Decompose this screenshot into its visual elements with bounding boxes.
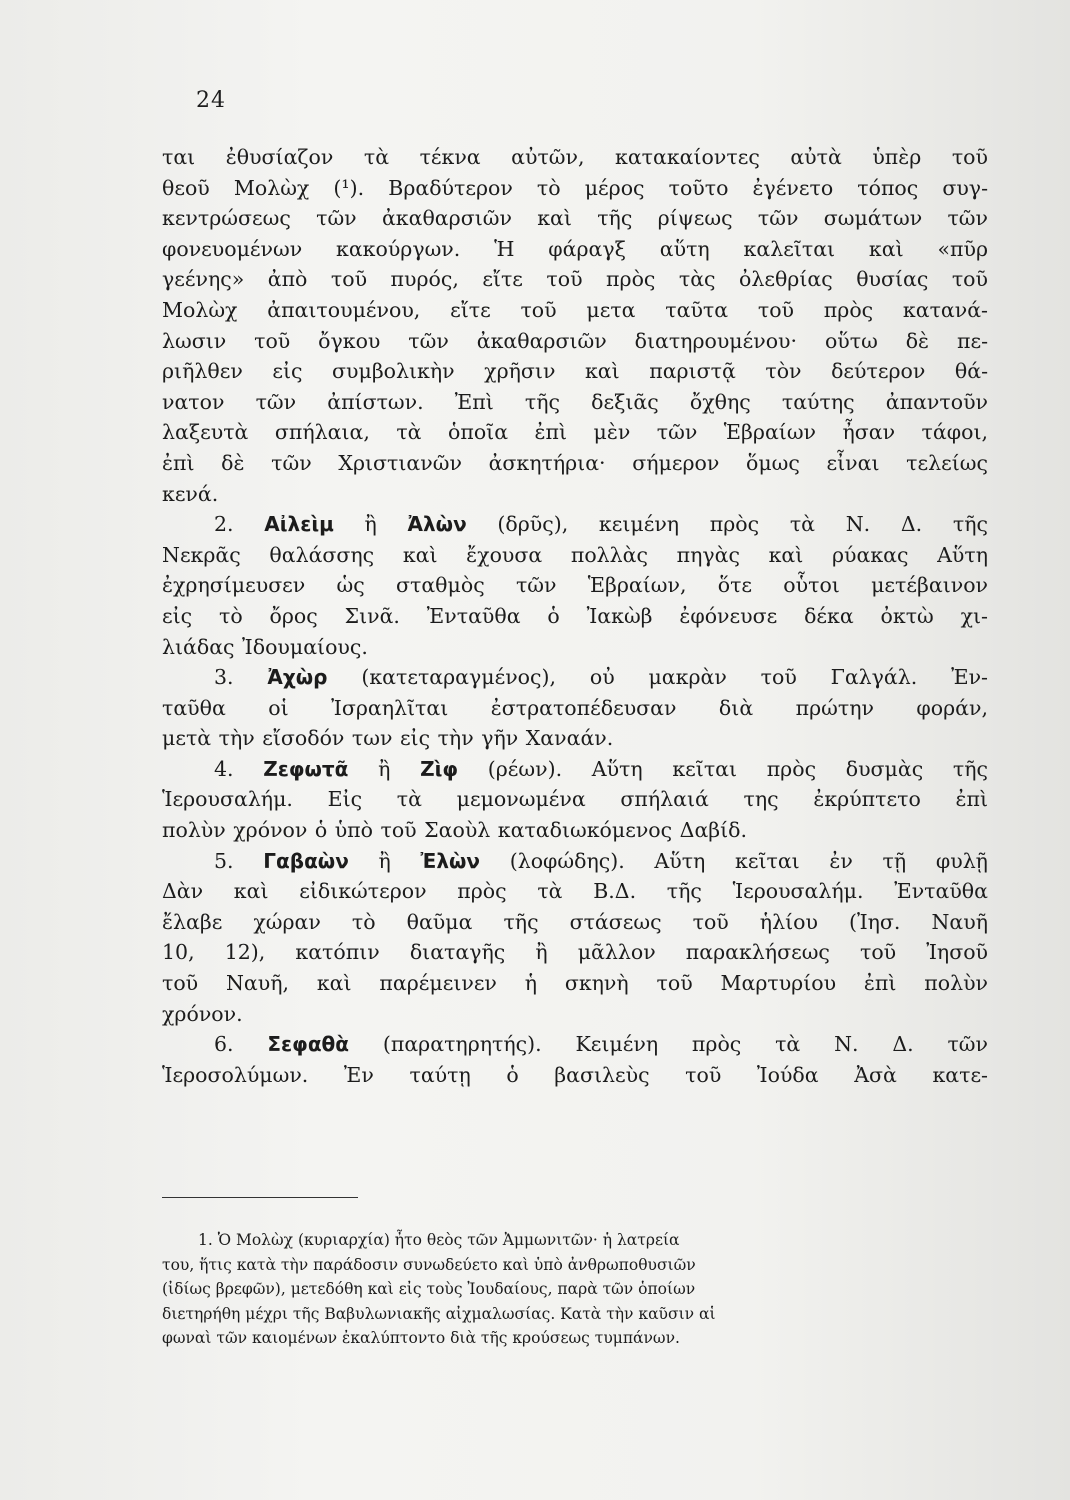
- entry-number: 2.: [214, 512, 234, 537]
- text-line: ἐπὶ δὲ τῶν Χριστιανῶν ἀσκητήρια· σήμερον ὅμως εἶναι τελείως: [162, 450, 988, 475]
- text-line: τοῦ Ναυῆ, καὶ παρέμεινεν ἡ σκηνὴ τοῦ Μαρτυρίου ἐπὶ πολὺν: [162, 971, 988, 996]
- footnote-line: φωναὶ τῶν καιομένων ἐκαλύπτοντο διὰ τῆς κρούσεως τυμπάνων.: [162, 1329, 680, 1347]
- conjunction: ἢ: [378, 756, 391, 781]
- footnote-line: διετηρήθη μέχρι τῆς Βαβυλωνιακῆς αἰχμαλωσίας. Κατὰ τὴν καῦσιν αἱ: [162, 1304, 716, 1323]
- footnote-line: του, ἥτις κατὰ τὴν παράδοσιν συνωδεύετο καὶ ὑπὸ ἀνθρωποθυσιῶν: [162, 1255, 696, 1274]
- entry-heading-line: [162, 754, 988, 785]
- text-line: γεένης» ἀπὸ τοῦ πυρός, εἴτε τοῦ πρὸς τὰς ὀλεθρίας θυσίας τοῦ: [162, 267, 988, 292]
- text-line: χρόνον.: [162, 1001, 243, 1026]
- entry-heading-line: [162, 846, 988, 877]
- place-name-alt: Ἐλὼν: [420, 848, 481, 873]
- footnotes: [162, 1228, 962, 1351]
- place-name: Αἰλεὶμ: [264, 512, 334, 537]
- text-line: φονευομένων κακούργων. Ἡ φάραγξ αὕτη καλεῖται καὶ «πῦρ: [162, 236, 988, 261]
- text-line: Νεκρᾶς θαλάσσης καὶ ἔχουσα πολλὰς πηγὰς καὶ ρύακας Αὕτη: [162, 542, 988, 567]
- text-line: κενά.: [162, 481, 219, 506]
- place-name: Ζεφωτᾶ: [263, 756, 349, 781]
- entry-text: (δρῦς), κειμένη πρὸς τὰ Ν. Δ. τῆς: [497, 512, 988, 537]
- conjunction: ἢ: [364, 512, 377, 537]
- entry-text: (παρατηρητής). Κειμένη πρὸς τὰ Ν. Δ. τῶν: [382, 1032, 988, 1057]
- text-line: λαξευτὰ σπήλαια, τὰ ὁποῖα ἐπὶ μὲν τῶν Ἑβραίων ἦσαν τάφοι,: [162, 420, 988, 445]
- conjunction: ἢ: [378, 848, 391, 873]
- entry-heading-line: [162, 509, 988, 540]
- entry-number: 5.: [214, 848, 234, 873]
- text-line: νατον τῶν ἀπίστων. Ἐπὶ τῆς δεξιᾶς ὄχθης ταύτης ἀπαντοῦν: [162, 389, 988, 414]
- entry-number: 6.: [214, 1032, 234, 1057]
- text-line: πολὺν χρόνον ὁ ὑπὸ τοῦ Σαοὺλ καταδιωκόμενος Δαβίδ.: [162, 818, 748, 843]
- place-name: Γαβαὼν: [263, 848, 349, 873]
- text-line: θεοῦ Μολὼχ (¹). Βραδύτερον τὸ μέρος τοῦτο ἐγένετο τόπος συγ-: [162, 175, 988, 200]
- text-line: ταῦθα οἱ Ἰσραηλῖται ἐστρατοπέδευσαν διὰ πρώτην φοράν,: [162, 695, 988, 720]
- text-line: εἰς τὸ ὄρος Σινᾶ. Ἐνταῦθα ὁ Ἰακὼβ ἐφόνευσε δέκα ὀκτὼ χι-: [162, 603, 988, 628]
- body-text: [162, 142, 988, 1090]
- entry-number: 3.: [214, 665, 234, 690]
- footnote-line: [162, 1228, 962, 1253]
- footnote-line: (ἰδίως βρεφῶν), μετεδόθη καὶ εἰς τοὺς Ἰουδαίους, παρὰ τῶν ὁποίων: [162, 1280, 696, 1298]
- entry-heading-line: [162, 1029, 988, 1060]
- text-line: λιάδας Ἰδουμαίους.: [162, 634, 368, 659]
- text-line: Μολὼχ ἀπαιτουμένου, εἴτε τοῦ μετα ταῦτα τοῦ πρὸς κατανά-: [162, 297, 988, 322]
- text-line: ἔλαβε χώραν τὸ θαῦμα τῆς στάσεως τοῦ ἡλίου (Ἰησ. Ναυῆ: [162, 909, 988, 934]
- text-line: ἐχρησίμευσεν ὡς σταθμὸς τῶν Ἑβραίων, ὅτε οὗτοι μετέβαινον: [162, 573, 988, 598]
- entry-text: (κατεταραγμένος), οὐ μακρὰν τοῦ Γαλγάλ. Ἐν-: [361, 665, 988, 690]
- place-name-alt: Ζὶφ: [420, 756, 459, 781]
- place-name: Σεφαθὰ: [267, 1032, 350, 1057]
- entry-heading-line: [162, 662, 988, 693]
- entry-text: (ρέων). Αὕτη κεῖται πρὸς δυσμὰς τῆς: [487, 756, 988, 781]
- text-line: Δὰν καὶ εἰδικώτερον πρὸς τὰ Β.Δ. τῆς Ἱερουσαλήμ. Ἐνταῦθα: [162, 879, 988, 904]
- text-line: λωσιν τοῦ ὄγκου τῶν ἀκαθαρσιῶν διατηρουμένου· οὕτω δὲ πε-: [162, 328, 988, 353]
- footnote-number: 1.: [198, 1231, 213, 1249]
- place-name: Ἀχὼρ: [267, 665, 328, 690]
- text-line: κεντρώσεως τῶν ἀκαθαρσιῶν καὶ τῆς ρίψεως τῶν σωμάτων τῶν: [162, 206, 988, 231]
- footnote-text: Ὁ Μολὼχ (κυριαρχία) ἦτο θεὸς τῶν Ἀμμωνιτῶν· ἡ λατρεία: [217, 1231, 680, 1249]
- text-line: ριῆλθεν εἰς συμβολικὴν χρῆσιν καὶ παριστᾷ τὸν δεύτερον θά-: [162, 359, 988, 384]
- text-line: μετὰ τὴν εἴσοδόν των εἰς τὴν γῆν Χαναάν.: [162, 726, 614, 751]
- text-line: ται ἐθυσίαζον τὰ τέκνα αὐτῶν, κατακαίοντες αὐτὰ ὑπὲρ τοῦ: [162, 145, 988, 169]
- entry-number: 4.: [214, 756, 234, 781]
- text-line: Ἱερουσαλήμ. Εἰς τὰ μεμονωμένα σπήλαιά της ἐκρύπτετο ἐπὶ: [162, 787, 988, 812]
- text-line: 10, 12), κατόπιν διαταγῆς ἢ μᾶλλον παρακλήσεως τοῦ Ἰησοῦ: [162, 940, 988, 965]
- entry-text: (λοφώδης). Αὕτη κεῖται ἐν τῇ φυλῇ: [509, 848, 988, 873]
- footnote-divider: [162, 1197, 358, 1198]
- text-line: Ἱεροσολύμων. Ἐν ταύτῃ ὁ βασιλεὺς τοῦ Ἰούδα Ἀσὰ κατε-: [162, 1062, 988, 1087]
- place-name-alt: Ἀλὼν: [407, 512, 467, 537]
- page-number: 24: [196, 88, 226, 113]
